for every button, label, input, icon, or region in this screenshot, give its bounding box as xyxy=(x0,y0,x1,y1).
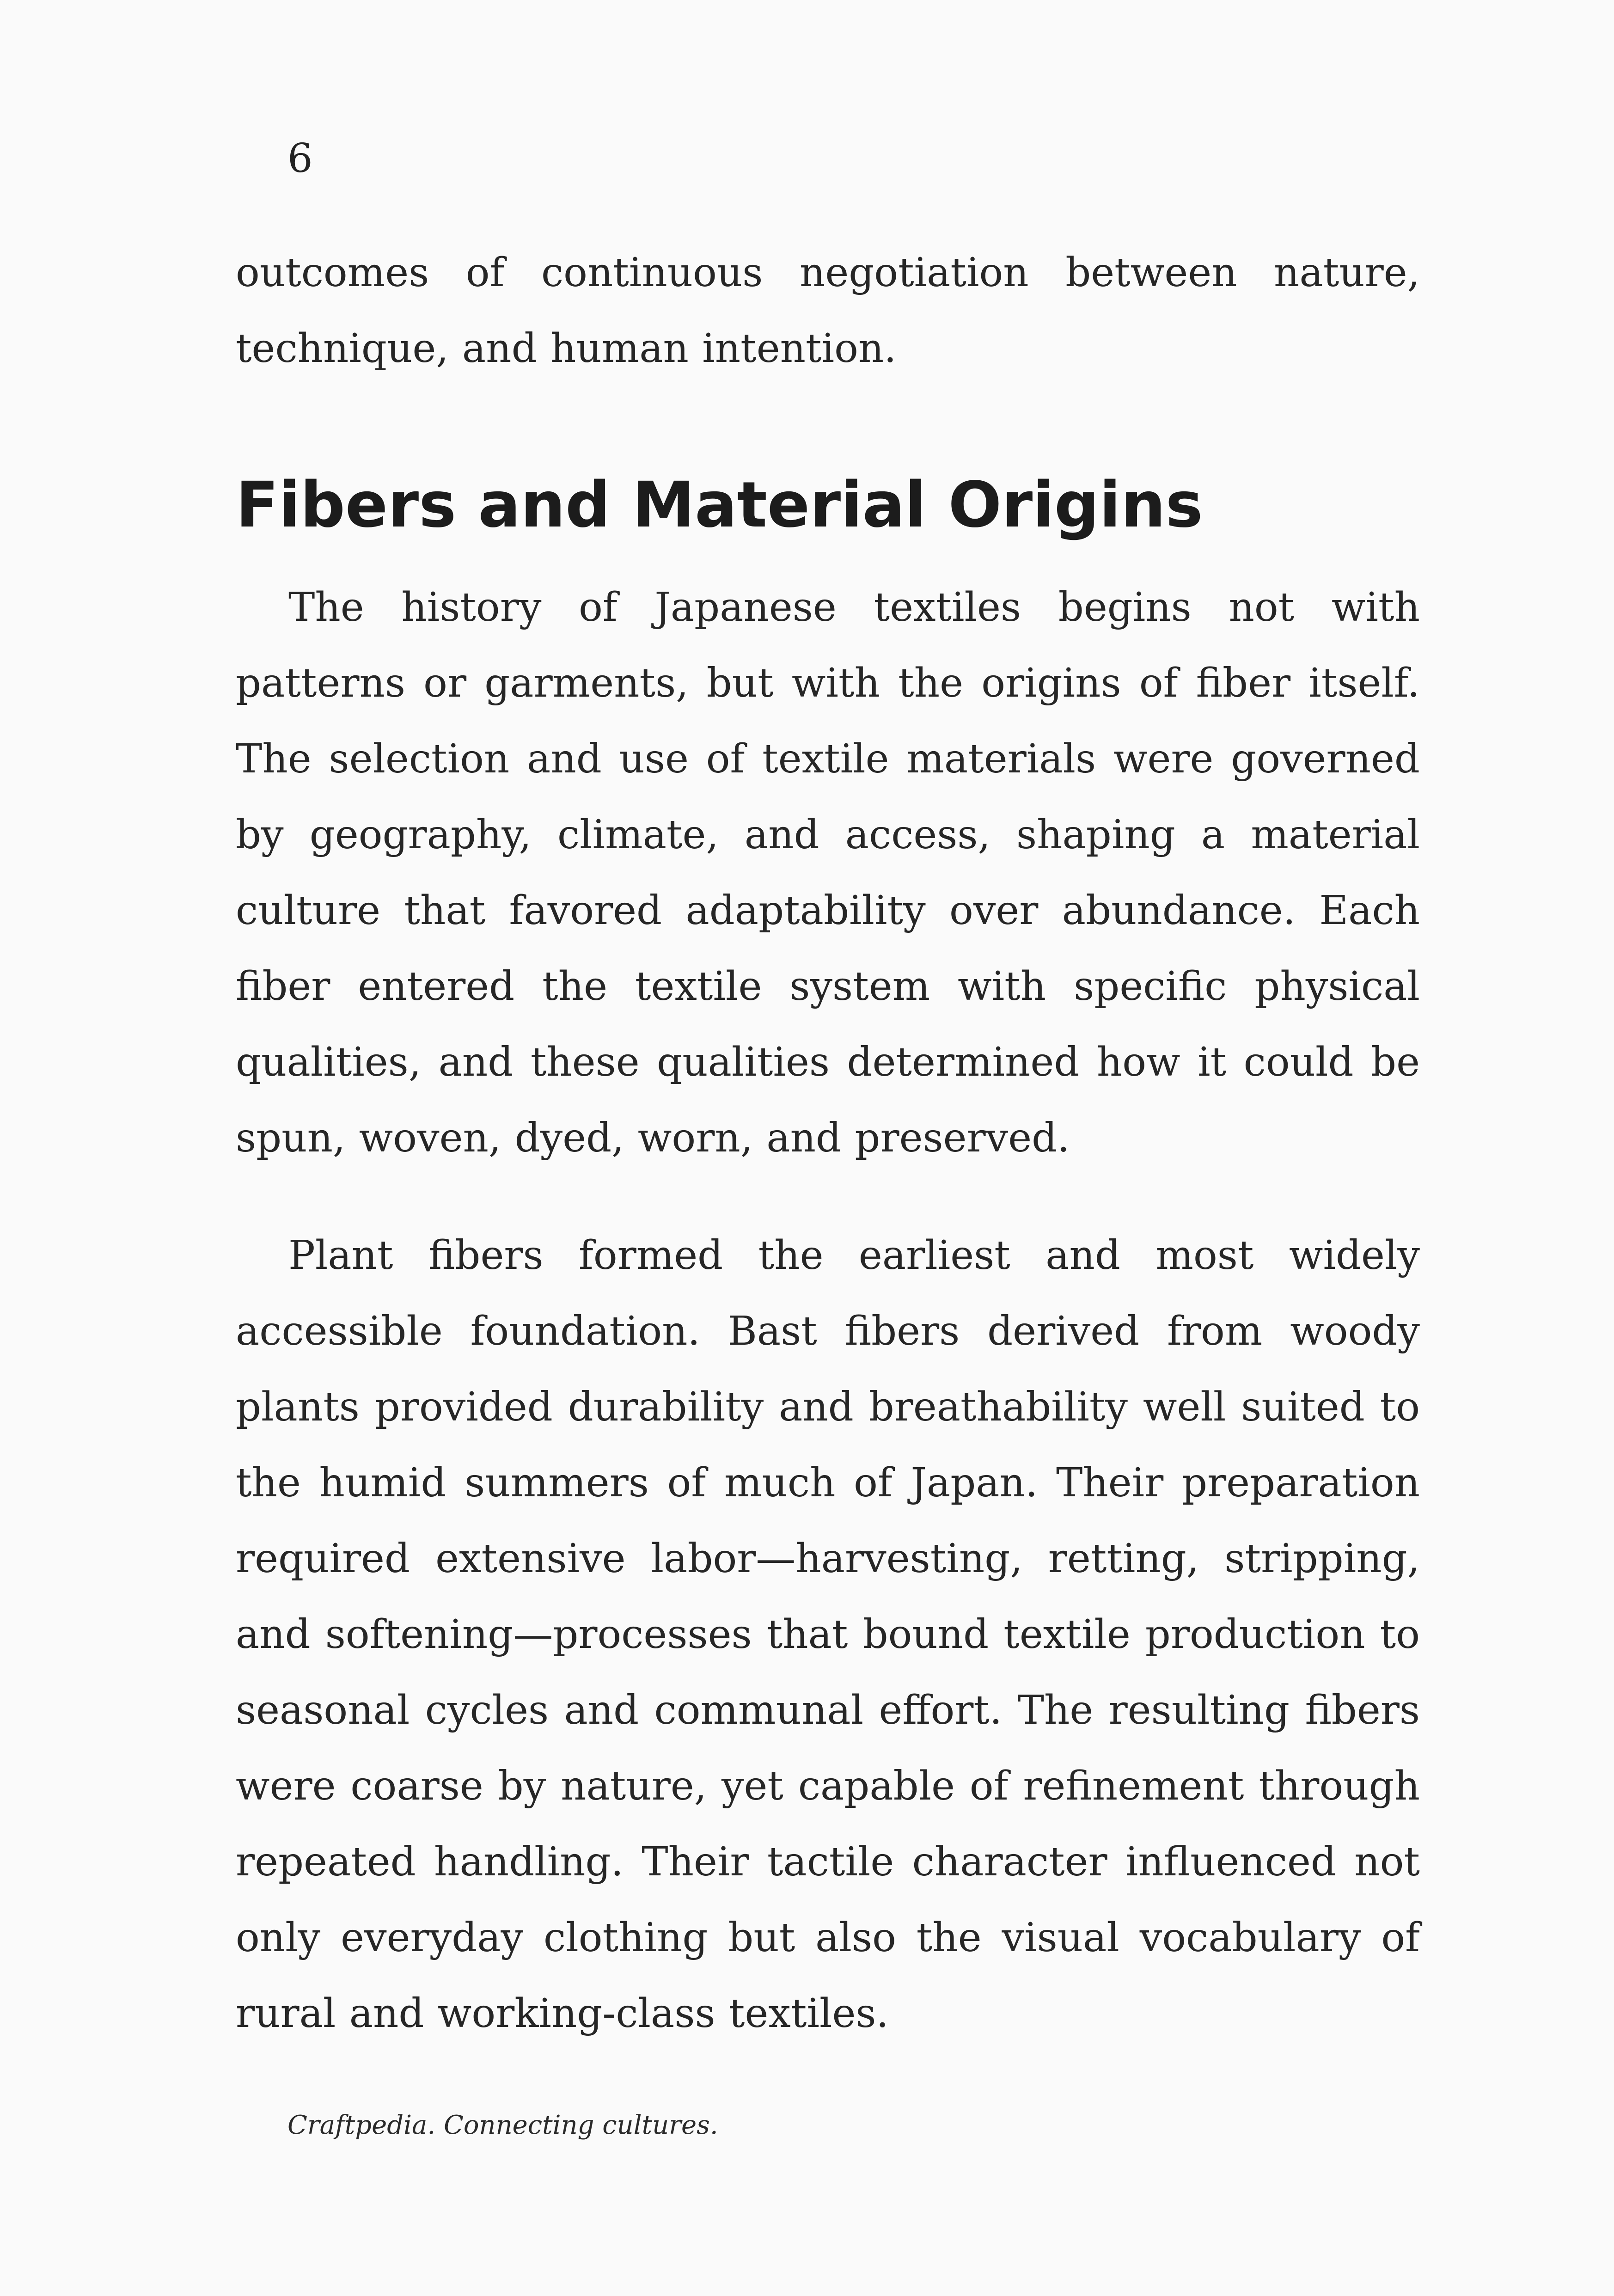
body-paragraph: Plant fibers formed the earliest and most widely accessible foundation. Bast fibers derived from woody plants provided durability and breathability well suited to the humid summers of much of Japan. Their preparation required extensive labor—harvesting, retting, stripping, and softening—processes that bound textile production to seasonal cycles and communal effort. The resulting fibers were coarse by nature, yet capable of refinement through repeated handling. Their tactile character influenced not only everyday clothing but also the visual vocabulary of rural and working-class textiles. xyxy=(236,1232,1420,2037)
page-number: 6 xyxy=(287,135,313,182)
body-paragraph: The history of Japanese textiles begins not with patterns or garments, but with the origins of fiber itself. The selection and use of textile materials were governed by geography, climate, and access, shaping a material culture that favored adaptability over abundance. Each fiber entered the textile system with specific physical qualities, and these qualities determined how it could be spun, woven, dyed, worn, and preserved. xyxy=(236,584,1420,1161)
page-content xyxy=(236,235,1420,2051)
page-footer: Craftpedia. Connecting cultures. xyxy=(287,2110,718,2140)
continuation-paragraph: outcomes of continuous negotiation between nature, technique, and human intention. xyxy=(236,250,1420,372)
section-heading: Fibers and Material Origins xyxy=(236,469,1203,542)
